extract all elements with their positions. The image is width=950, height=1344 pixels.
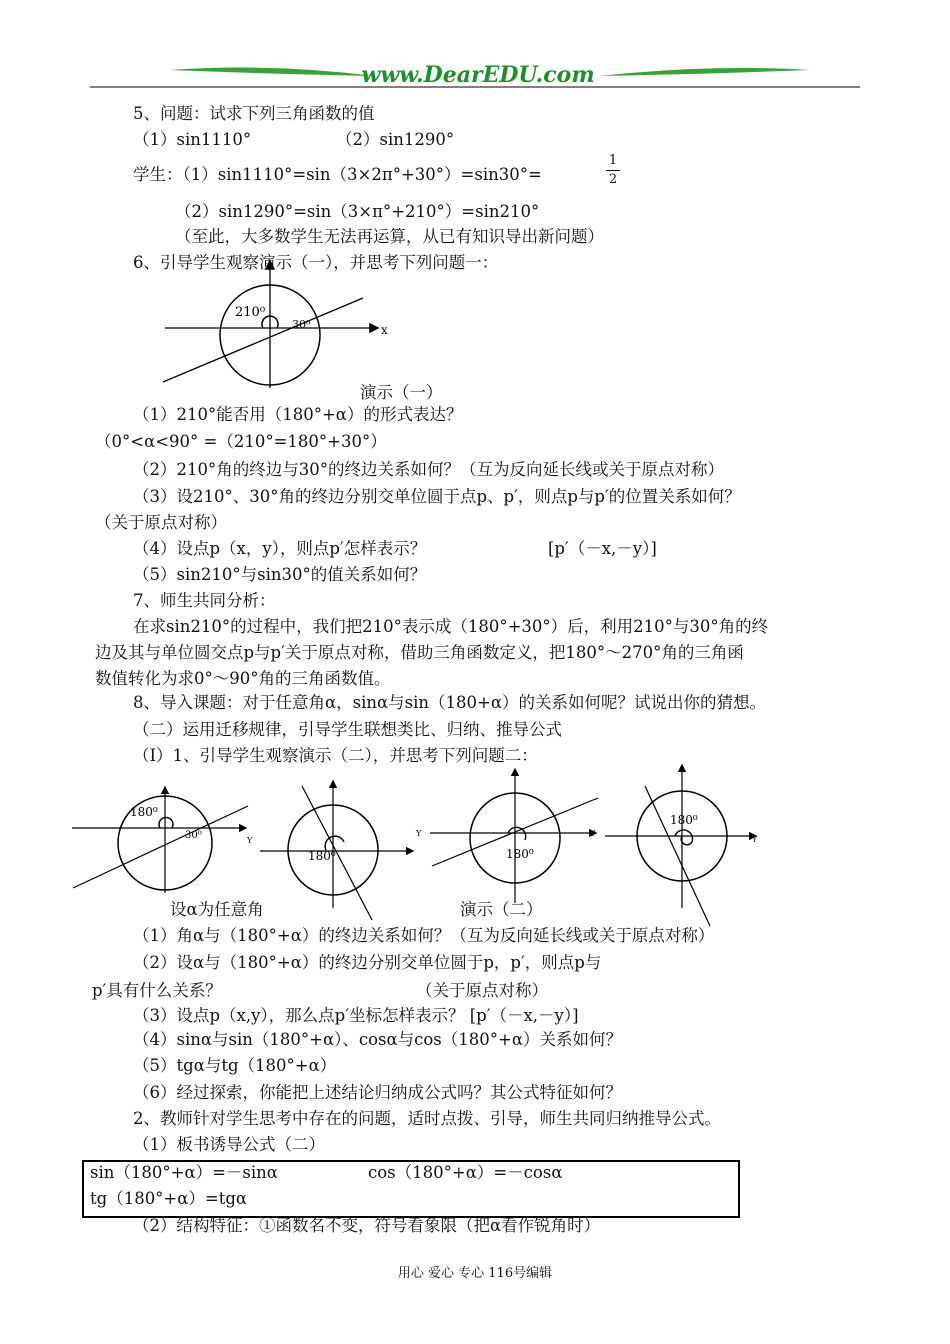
fraction-numerator: 1 xyxy=(608,153,618,168)
d2a-axis-y: Y xyxy=(247,836,253,845)
section-7: 7、师生共同分析： xyxy=(133,591,276,610)
line-section-6: 6、引导学生观察演示（一），并思考下列问题一： xyxy=(133,253,499,272)
teacher-2: 2、教师针对学生思考中存在的问题，适时点拨、引导，师生共同归纳推导公式。 xyxy=(133,1109,721,1128)
header-logo xyxy=(90,60,860,92)
demo2-diagram-c xyxy=(430,770,598,903)
d2c-label-180: 180⁰ xyxy=(506,847,534,861)
q4: （4）设点p（x，y），则点p′怎样表示？ xyxy=(133,539,427,558)
formula-tg: tg（180°+α）=tgα xyxy=(90,1189,248,1208)
r5: （5）tgα与tg（180°+α） xyxy=(133,1056,337,1075)
section-2-title: （二）运用迁移规律，引导学生联想类比、归纳、推导公式 xyxy=(133,720,562,739)
r2: （2）设α与（180°+α）的终边分别交单位圆于p，p′，则点p与 xyxy=(133,953,602,972)
para-3: 数值转化为求0°～90°角的三角函数值。 xyxy=(95,669,391,688)
section-i1: （I）1、引导学生观察演示（二），并思考下列问题二： xyxy=(133,746,538,765)
line-student-2: （2）sin1290°=sin（3×π°+210°）=sin210° xyxy=(175,202,540,221)
q3: （3）设210°、30°角的终边分别交单位圆于点p、p′，则点p与p′的位置关系如何？ xyxy=(133,487,741,506)
demo2-diagram-a xyxy=(72,788,253,893)
fraction-bar xyxy=(606,170,620,171)
q1: （1）210°能否用（180°+α）的形式表达？ xyxy=(133,405,463,424)
d2c-axis-y: Y xyxy=(590,829,596,838)
d2a-label-180: 180⁰ xyxy=(130,805,158,819)
d1-axis-x-label: x xyxy=(381,323,388,337)
d2a-label-30: 30⁰ xyxy=(185,830,202,841)
line-student-1: 学生：（1）sin1110°=sin（3×2π°+30°）=sin30°= xyxy=(133,165,542,184)
q2: （2）210°角的终边与30°的终边关系如何？（互为反向延长线或关于原点对称） xyxy=(133,460,724,479)
d2d-arc xyxy=(675,830,693,845)
demo2-diagram-d xyxy=(605,766,758,926)
d2a-arc xyxy=(159,817,173,828)
logo-text: www.DearEDU.com xyxy=(361,62,595,88)
fraction-half xyxy=(606,154,620,187)
r6: （6）经过探索，你能把上述结论归纳成公式吗？其公式特征如何？ xyxy=(133,1083,622,1102)
d2b-axis-y: Y xyxy=(416,829,422,838)
d2d-axis-y: Y xyxy=(752,835,758,844)
line-note: （至此，大多数学生无法再运算，从已有知识导出新问题） xyxy=(175,227,604,246)
section-8: 8、导入课题：对于任意角α，sinα与sin（180+α）的关系如何呢？试说出你的猜想。 xyxy=(133,693,766,712)
fraction-denominator: 2 xyxy=(608,172,618,187)
d1-label-210: 210⁰ xyxy=(235,305,266,320)
q5: （5）sin210°与sin30°的值关系如何？ xyxy=(133,565,427,584)
d2b-label-180: 180⁰ xyxy=(308,849,336,863)
line-q5-b: （2）sin1290° xyxy=(336,130,455,149)
q4-answer: [p′（－x,－y）] xyxy=(548,539,657,558)
demo1-caption: 演示（一） xyxy=(360,383,443,402)
demo2-diagram-b xyxy=(260,782,422,920)
d2d-label-180: 180⁰ xyxy=(670,813,698,827)
d2d-line xyxy=(645,786,710,926)
demo2-caption-right: 演示（二） xyxy=(460,900,543,919)
para-1: 在求sin210°的过程中，我们把210°表示成（180°+30°）后，利用210°与30°角的终 xyxy=(133,617,769,636)
line-q5-a: （1）sin1110° xyxy=(133,130,252,149)
line-q5: 5、问题：试求下列三角函数的值 xyxy=(133,104,375,123)
teacher-4: （2）结构特征：①函数名不变，符号看象限（把α看作锐角时） xyxy=(133,1216,601,1235)
formula-cos: cos（180°+α）=－cosα xyxy=(368,1163,563,1182)
para-2: 边及其与单位圆交点p与p′关于原点对称，借助三角函数定义，把180°～270°角的三角函 xyxy=(95,643,744,662)
logo-swoosh-left xyxy=(170,68,375,76)
d1-label-30: 30⁰ xyxy=(292,318,311,331)
r1: （1）角α与（180°+α）的终边关系如何？（互为反向延长线或关于原点对称） xyxy=(133,926,715,945)
q1-answer: （0°<α<90° =（210°=180°+30°） xyxy=(95,432,387,451)
demo1-diagram xyxy=(155,258,405,398)
r3: （3）设点p（x,y），那么点p′坐标怎样表示？ [p′（－x,－y）] xyxy=(133,1006,579,1025)
teacher-3: （1）板书诱导公式（二） xyxy=(133,1135,325,1154)
formula-sin: sin（180°+α）=－sinα xyxy=(90,1163,278,1182)
footer: 用心 爱心 专心 116号编辑 xyxy=(397,1266,553,1281)
r4: （4）sinα与sin（180°+α）、cosα与cos（180°+α）关系如何？ xyxy=(133,1030,622,1049)
demo2-caption-left: 设α为任意角 xyxy=(170,900,264,919)
logo-swoosh-right xyxy=(600,68,810,76)
r2-answer: （关于原点对称） xyxy=(416,981,548,1000)
q3-answer: （关于原点对称） xyxy=(95,513,227,532)
d2a-line xyxy=(73,806,248,888)
r2b: p′具有什么关系？ xyxy=(92,981,222,1000)
